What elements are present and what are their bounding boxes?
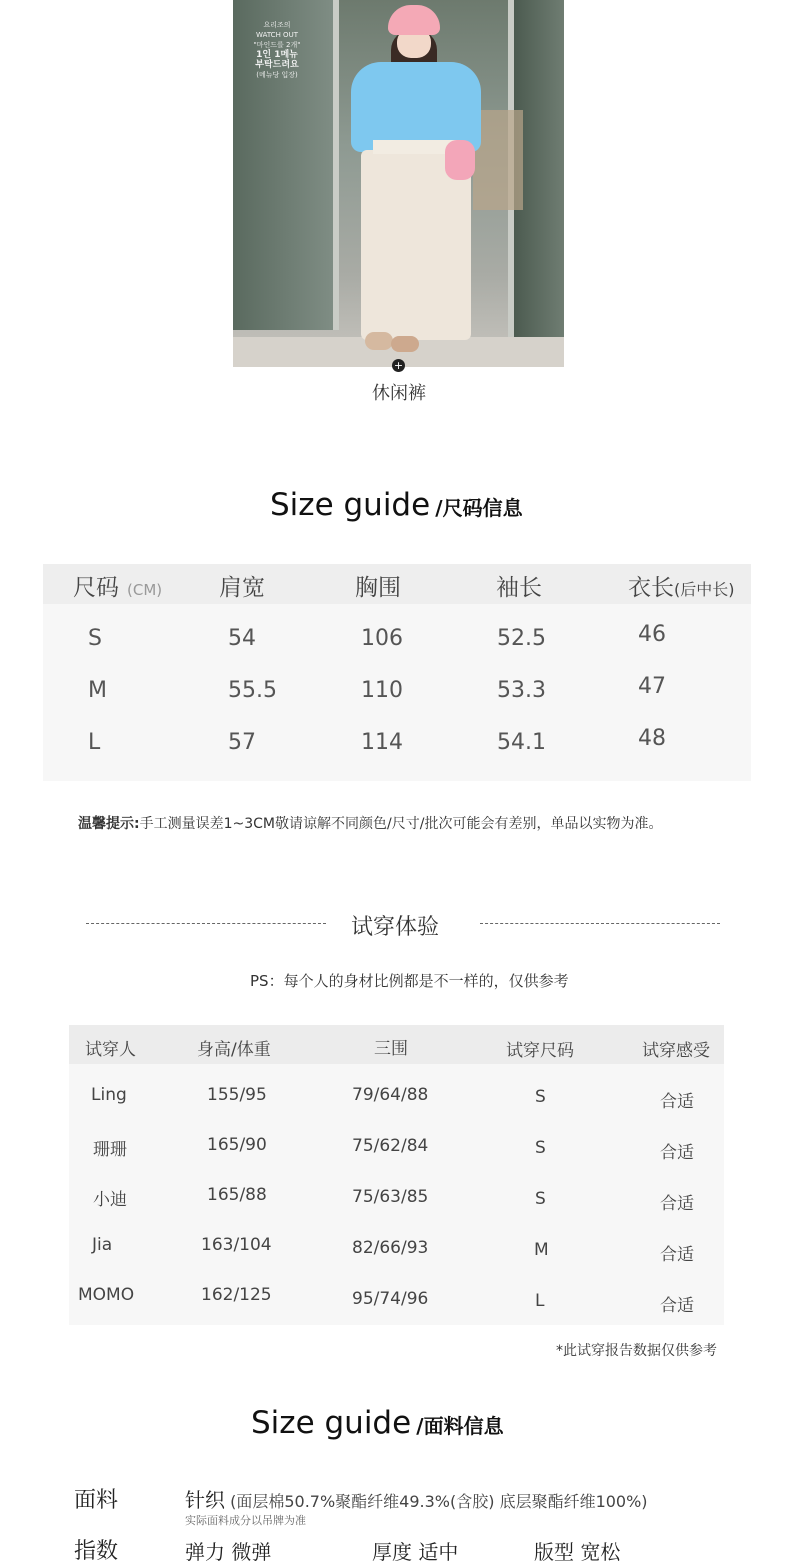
- try-on-title: 试穿体验: [351, 915, 440, 940]
- model-shoe: [391, 336, 419, 352]
- header-measurements: 三围: [374, 1039, 408, 1059]
- measurement-tip: [78, 813, 662, 833]
- header-tester: 试穿人: [85, 1040, 136, 1060]
- fabric-label: 面料: [74, 1488, 119, 1513]
- measurements: 79/64/88: [352, 1085, 429, 1105]
- tip-label: 温馨提示:: [78, 816, 140, 832]
- fabric-composition: [185, 1484, 648, 1513]
- model-shoe: [365, 332, 393, 350]
- sign-line: (메뉴당 입장): [256, 71, 298, 79]
- length-cell: 46: [638, 622, 666, 647]
- try-on-ps: PS：每个人的身材比例都是不一样的，仅供参考: [250, 972, 569, 990]
- header-chest: 胸围: [355, 575, 401, 601]
- feeling: 合适: [660, 1092, 694, 1112]
- try-on-note: *此试穿报告数据仅供参考: [556, 1343, 717, 1359]
- size-guide-title: Size guide: [270, 487, 431, 523]
- feeling: 合适: [660, 1296, 694, 1316]
- measurements: 82/66/93: [352, 1238, 429, 1258]
- fabric-guide-title: Size guide: [251, 1405, 412, 1441]
- height-weight: 165/88: [207, 1185, 267, 1205]
- fabric-detail: (面层棉50.7%聚酯纤维49.3%(含胶) 底层聚酯纤维100%): [230, 1492, 648, 1511]
- header-unit: (CM): [127, 581, 163, 599]
- model-hat: [388, 5, 440, 35]
- try-on-table: [69, 1025, 724, 1325]
- tester-name: MOMO: [78, 1285, 135, 1305]
- sleeve-cell: 54.1: [497, 730, 546, 755]
- window-sign: [245, 20, 309, 80]
- feeling: 合适: [660, 1245, 694, 1265]
- header-height-weight: 身高/体重: [197, 1040, 271, 1060]
- tester-name: Ling: [91, 1085, 127, 1105]
- sign-line: 1인 1메뉴: [256, 50, 298, 60]
- height-weight: 165/90: [207, 1135, 267, 1155]
- tried-size: M: [534, 1240, 549, 1260]
- index-label: 指数: [74, 1539, 119, 1564]
- feeling: 合适: [660, 1143, 694, 1163]
- sign-line: "마인드를 2개": [253, 41, 301, 49]
- header-shoulder: 肩宽: [219, 575, 265, 601]
- measurements: 95/74/96: [352, 1289, 429, 1309]
- sign-line: 요리조의: [263, 21, 291, 29]
- sign-line: 부탁드려요: [255, 60, 299, 70]
- header-sleeve: 袖长: [496, 575, 542, 601]
- fabric-main: 针织: [185, 1488, 225, 1512]
- length-cell: 47: [638, 674, 666, 699]
- product-photo: [233, 0, 564, 367]
- fabric-note: 实际面料成分以吊牌为准: [185, 1514, 306, 1527]
- shoulder-cell: 54: [228, 626, 256, 651]
- header-length: 衣长(后中长): [628, 575, 735, 601]
- feeling: 合适: [660, 1194, 694, 1214]
- height-weight: 162/125: [201, 1285, 272, 1305]
- elastic-index: 弹力 微弹: [185, 1540, 272, 1564]
- sign-line: WATCH OUT: [256, 31, 298, 39]
- tip-text: 手工测量误差1~3CM敬请谅解不同颜色/尺寸/批次可能会有差别，单品以实物为准。: [139, 816, 663, 832]
- tried-size: L: [535, 1291, 545, 1311]
- photo-caption: 休闲裤: [372, 383, 426, 404]
- hotspot-plus-icon[interactable]: +: [393, 359, 404, 372]
- header-size: 尺码 (CM): [73, 575, 163, 601]
- size-cell: L: [88, 730, 101, 755]
- shoulder-cell: 55.5: [228, 678, 277, 703]
- chest-cell: 110: [361, 678, 403, 703]
- measurements: 75/62/84: [352, 1136, 429, 1156]
- model-sweatshirt: [351, 62, 481, 152]
- length-cell: 48: [638, 726, 666, 751]
- size-guide-subtitle: /尺码信息: [435, 496, 523, 520]
- divider-left: [86, 923, 326, 924]
- model-figure: [333, 0, 493, 367]
- tester-name: 珊珊: [93, 1140, 127, 1160]
- sleeve-cell: 53.3: [497, 678, 546, 703]
- header-length-note: (后中长): [674, 580, 735, 599]
- size-cell: M: [88, 678, 107, 703]
- height-weight: 163/104: [201, 1235, 272, 1255]
- model-bag: [445, 140, 475, 180]
- measurements: 75/63/85: [352, 1187, 429, 1207]
- height-weight: 155/95: [207, 1085, 267, 1105]
- fabric-guide-heading: [251, 1405, 504, 1441]
- size-guide-heading: [270, 487, 523, 523]
- size-cell: S: [88, 626, 102, 651]
- header-feeling: 试穿感受: [642, 1041, 710, 1061]
- sleeve-cell: 52.5: [497, 626, 546, 651]
- thickness-index: 厚度 适中: [372, 1540, 459, 1564]
- tried-size: S: [535, 1138, 546, 1158]
- tried-size: S: [535, 1189, 546, 1209]
- shoulder-cell: 57: [228, 730, 256, 755]
- fit-index: 版型 宽松: [534, 1540, 621, 1564]
- tester-name: Jia: [92, 1235, 113, 1255]
- chest-cell: 106: [361, 626, 403, 651]
- tester-name: 小迪: [93, 1190, 127, 1210]
- header-tried-size: 试穿尺码: [506, 1041, 574, 1061]
- chest-cell: 114: [361, 730, 403, 755]
- tried-size: S: [535, 1087, 546, 1107]
- divider-right: [480, 923, 720, 924]
- fabric-guide-subtitle: /面料信息: [416, 1414, 504, 1438]
